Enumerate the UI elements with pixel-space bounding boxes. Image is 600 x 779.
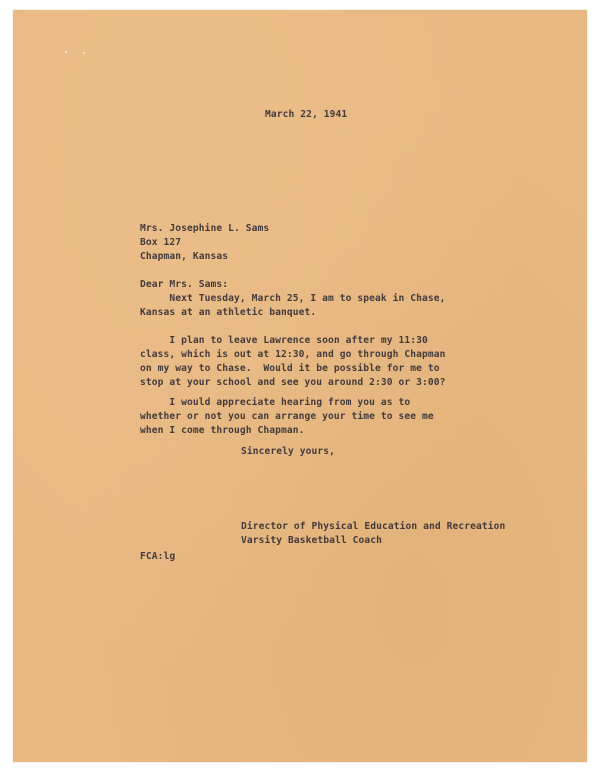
paragraph-line: whether or not you can arrange your time to see me [140, 411, 434, 422]
paper-speck [83, 52, 85, 54]
paper-speck [65, 51, 67, 53]
signature-title-1: Director of Physical Education and Recreation [241, 521, 506, 532]
paragraph-line: Kansas at an athletic banquet. [140, 307, 317, 318]
letter-date: March 22, 1941 [265, 109, 348, 120]
salutation: Dear Mrs. Sams: [140, 279, 229, 290]
paragraph-line: stop at your school and see you around 2:30 or 3:00? [140, 377, 446, 388]
typist-initials: FCA:lg [140, 551, 176, 562]
paragraph-line: when I come through Chapman. [140, 425, 305, 436]
signature-title-2: Varsity Basketball Coach [241, 535, 383, 546]
paragraph-line: I plan to leave Lawrence soon after my 11:30 [140, 335, 428, 346]
recipient-box: Box 127 [140, 237, 182, 248]
paragraph-line: class, which is out at 12:30, and go through Chapman [140, 349, 446, 360]
paragraph-line: on my way to Chase. Would it be possible for me to [140, 363, 440, 374]
recipient-name: Mrs. Josephine L. Sams [140, 223, 270, 234]
paragraph-line: I would appreciate hearing from you as to [140, 397, 411, 408]
recipient-city: Chapman, Kansas [140, 251, 229, 262]
paragraph-line: Next Tuesday, March 25, I am to speak in Chase, [140, 293, 446, 304]
closing: Sincerely yours, [241, 446, 336, 457]
letter-page [13, 10, 587, 762]
